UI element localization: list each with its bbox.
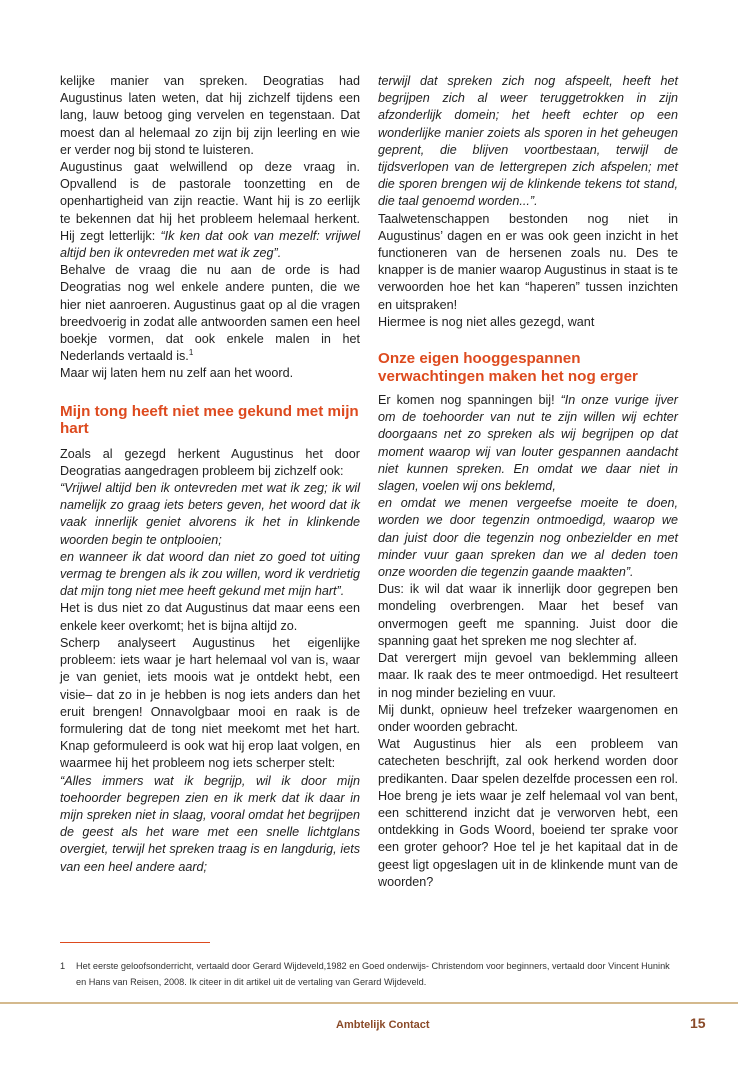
footnote-text: Het eerste geloofsonderricht, vertaald door Gerard Wijdeveld,1982 en Goed onderwijs- Christendom voor beginners, vertaald door Vincent Hunink en Hans van Reisen, 2008. Ik citeer in dit artikel uit de vertaling van Gerard Wijdeveld. <box>76 961 670 987</box>
footnote-number: 1 <box>60 961 66 971</box>
paragraph <box>60 262 360 365</box>
paragraph-text: Augustinus gaat welwillend op deze vraag in. Opvallend is de pastorale toonzetting en de openhartigheid van zijn reactie. Want hij is zo eerlijk te bekennen dat hij het probleem helemaal herkent. Hij zegt letterlijk: <box>60 160 360 243</box>
quote-text: en omdat we menen vergeefse moeite te doen, worden we door tegenzin ontmoedigd, waarop we dan juist door die tegenzin nog onbezielder en met minder vuur gaan spreken dan we al deden toen onze woorden die tegenzin gaande maakten”. <box>378 496 678 580</box>
paragraph-text: Er komen nog spanningen bij! <box>378 393 561 408</box>
paragraph: Zoals al gezegd herkent Augustinus het door Deogratias aangedragen probleem bij zichzelf ook: <box>60 446 360 478</box>
right-column <box>378 73 678 891</box>
quote-text: “Vrijwel altijd ben ik ontevreden met wat ik zeg; ik wil namelijk zo graag iets beters geven, het woord dat ik vaak innerlijk geniet alvorens ik het in klinkende woorden begin te ontplooien; <box>60 481 360 547</box>
quote-text: terwijl dat spreken zich nog afspeelt, heeft het begrijpen zich al weer teruggetrokken in zijn afzonderlijk domein; het heeft echter op een wonderlijke manier zoiets als sporen in het geheugen geprent, die blijven voortbestaan, terwijl de tijdsverlopen van de lettergrepen zich afspelen; met die sporen brengen wij de klinkende tekens tot stand, die taal genoemd worden...”. <box>378 74 678 209</box>
paragraph: Maar wij laten hem nu zelf aan het woord. <box>60 366 294 381</box>
paragraph: Scherp analyseert Augustinus het eigenlijke probleem: iets waar je hart helemaal vol van is, waar je van geniet, iets moois wat je ontdekt hebt, een visie– dat zo in je hebben is nog iets anders dan het eruit brengen! Onnavolgbaar mooi en raak is de formulering dat de tong niet meekomt met het hart. Knap geformuleerd is ook wat hij erop laat volgen, en waarmee hij het probleem nog iets scherper stelt: <box>60 635 360 771</box>
quote-paragraph <box>378 495 678 581</box>
quote-paragraph <box>60 549 360 601</box>
paragraph: kelijke manier van spreken. Deogratias had Augustinus laten weten, dat hij zichzelf tijdens een lang, lauw betoog ging vervelen en tegenstaan. Dat moest dan al helemaal zo zijn bij zijn leerling en wie er verder nog bij stond te luisteren. <box>60 74 360 157</box>
section-heading: Mijn tong heeft niet mee gekund met mijn hart <box>60 402 359 438</box>
footnote-ref[interactable]: 1 <box>188 348 194 358</box>
section-heading: Onze eigen hooggespannen verwachtingen maken het nog erger <box>378 350 638 385</box>
paragraph: Dus: ik wil dat waar ik innerlijk door gegrepen ben mondeling overbrengen. Maar het besef van onvermogen geeft me spanning. Juist door die spanning gaat het spreken me nog slechter af. <box>378 582 678 648</box>
footnote-divider <box>60 942 210 943</box>
paragraph: Het is dus niet zo dat Augustinus dat maar eens een enkele keer overkomt; het is bijna altijd zo. <box>60 601 360 633</box>
footnote <box>60 958 680 990</box>
paragraph: Wat Augustinus hier als een probleem van catecheten beschrijft, zal ook herkend worden door predikanten. Daar spelen dezelfde processen een rol. Hoe breng je iets waar je zelf helemaal vol van bent, een schitterend inzicht dat je verworven hebt, een ontdekking in Gods Woord, boeiend ter sprake voor een groter gehoor? Hoe tel je het kapitaal dat in de geest ligt opgeslagen uit in de klinkende munt van de woorden? <box>378 737 678 889</box>
quote-paragraph <box>60 773 360 876</box>
inline-quote: “In onze vurige ijver om de toehoorder van nut te zijn willen wij echter doorgaans net zo spreken als wij begrijpen op dat moment waarop wij van louter gespannen aandacht niet kunnen spreken. En omdat we daar niet in slagen, voelen wij ons beklemd, <box>378 393 678 494</box>
paragraph: Hiermee is nog niet alles gezegd, want <box>378 314 595 329</box>
paragraph <box>60 159 360 262</box>
footer-divider <box>0 1002 738 1004</box>
quote-text: en wanneer ik dat woord dan niet zo goed tot uiting vermag te brengen als ik zou willen, word ik verdrietig dat mijn tong niet mee heeft gekund met mijn hart”. <box>60 549 360 599</box>
quote-paragraph <box>60 480 360 549</box>
paragraph: Taalwetenschappen bestonden nog niet in Augustinus’ dagen en er was ook geen inzicht in het functioneren van de hersenen zoals nu. Des te knapper is de manier waarop Augustinus in staat is te verwoorden hoe het kan “haperen” tussen inzichten en uitspraken! <box>378 211 678 312</box>
inline-quote: “Ik ken dat ook van mezelf: vrijwel altijd ben ik ontevreden met wat ik zeg”. <box>60 228 361 261</box>
paragraph-text: Behalve de vraag die nu aan de orde is had Deogratias nog wel enkele andere punten, die we hier niet aanroeren. Augustinus gaat op al die vragen breedvoerig in zodat alle antwoorden samen een heel boekje vormen, dat ook enkele malen in het Nederlands vertaald is. <box>60 263 360 364</box>
publication-title: Ambtelijk Contact <box>336 1019 430 1031</box>
page-number: 15 <box>690 1015 706 1031</box>
quote-text: “Alles immers wat ik begrijp, wil ik door mijn toehoorder begrepen zien en ik merk dat ik daar in mijn spreken niet in slaag, vooral omdat het begrijpen de geest als het ware met een snelle lichtglans overgiet, terwijl het spreken traag is en langdurig, iets van een heel andere aard; <box>60 773 360 874</box>
quote-paragraph <box>378 73 678 211</box>
paragraph: Dat verergert mijn gevoel van beklemming alleen maar. Ik raak des te meer ontmoedigd. Het resulteert in nog minder bezieling en vuur. <box>378 651 678 700</box>
paragraph: Mij dunkt, opnieuw heel trefzeker waargenomen en onder woorden gebracht. <box>378 702 678 734</box>
paragraph <box>378 392 678 495</box>
left-column <box>60 73 360 876</box>
